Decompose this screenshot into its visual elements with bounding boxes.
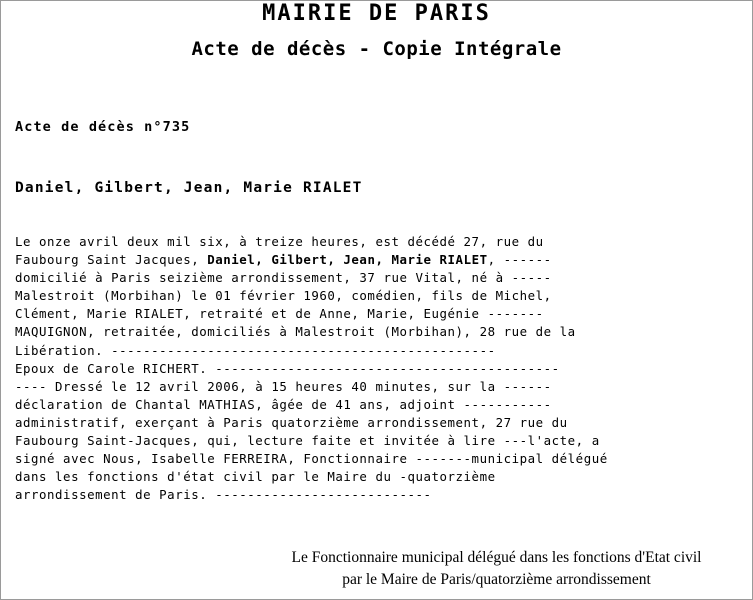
footer-line-1: Le Fonctionnaire municipal délégué dans les fonctions d'Etat civil [291,549,702,566]
person-name: Daniel, Gilbert, Jean, Marie RIALET [15,180,363,196]
page-subtitle: Acte de décès - Copie Intégrale [191,38,562,60]
body-emphasis: Daniel, Gilbert, Jean, Marie RIALET [207,252,488,268]
acte-number: Acte de décès n°735 [15,119,191,135]
footer-line-2: par le Maire de Paris/quatorzième arrondissement [342,571,651,588]
body-segment: , ------domicilié à Paris seizième arrondissement, 37 rue Vital, né à -----Malestroit (Morbihan) le 01 février 1960, comédien, fils de Michel, Clément, Marie RIALET, retraité et de Anne, Marie, Eugénie -------MAQUIGNON, retraitée, domiciliés à Malestroit (Morbihan), 28 rue de la Libération. ------------------------------------------------ Epoux de Carole RICHERT. ------------------------------------------- ---- Dressé le 12 avril 2006, à 15 heures 40 minutes, sur la ------déclaration de Chantal MATHIAS, âgée de 41 ans, adjoint -----------administratif, exerçant à Paris quatorzième arrondissement, 27 rue du Faubourg Saint-Jacques, qui, lecture faite et invitée à lire ---l'acte, a signé avec Nous, Isabelle FERREIRA, Fonctionnaire -------municipal délégué dans les fonctions d'état civil par le Maire du -quatorzième arrondissement de Paris. --------------------------- [15,252,608,503]
page-title: MAIRIE DE PARIS [262,1,491,26]
body-segment: Le onze avril deux mil six, à treize heures, est décédé 27, rue du Faubourg Saint Jacques, [15,234,552,268]
acte-body-text [15,233,615,504]
document-header [1,1,752,62]
document-footer [1,547,752,591]
